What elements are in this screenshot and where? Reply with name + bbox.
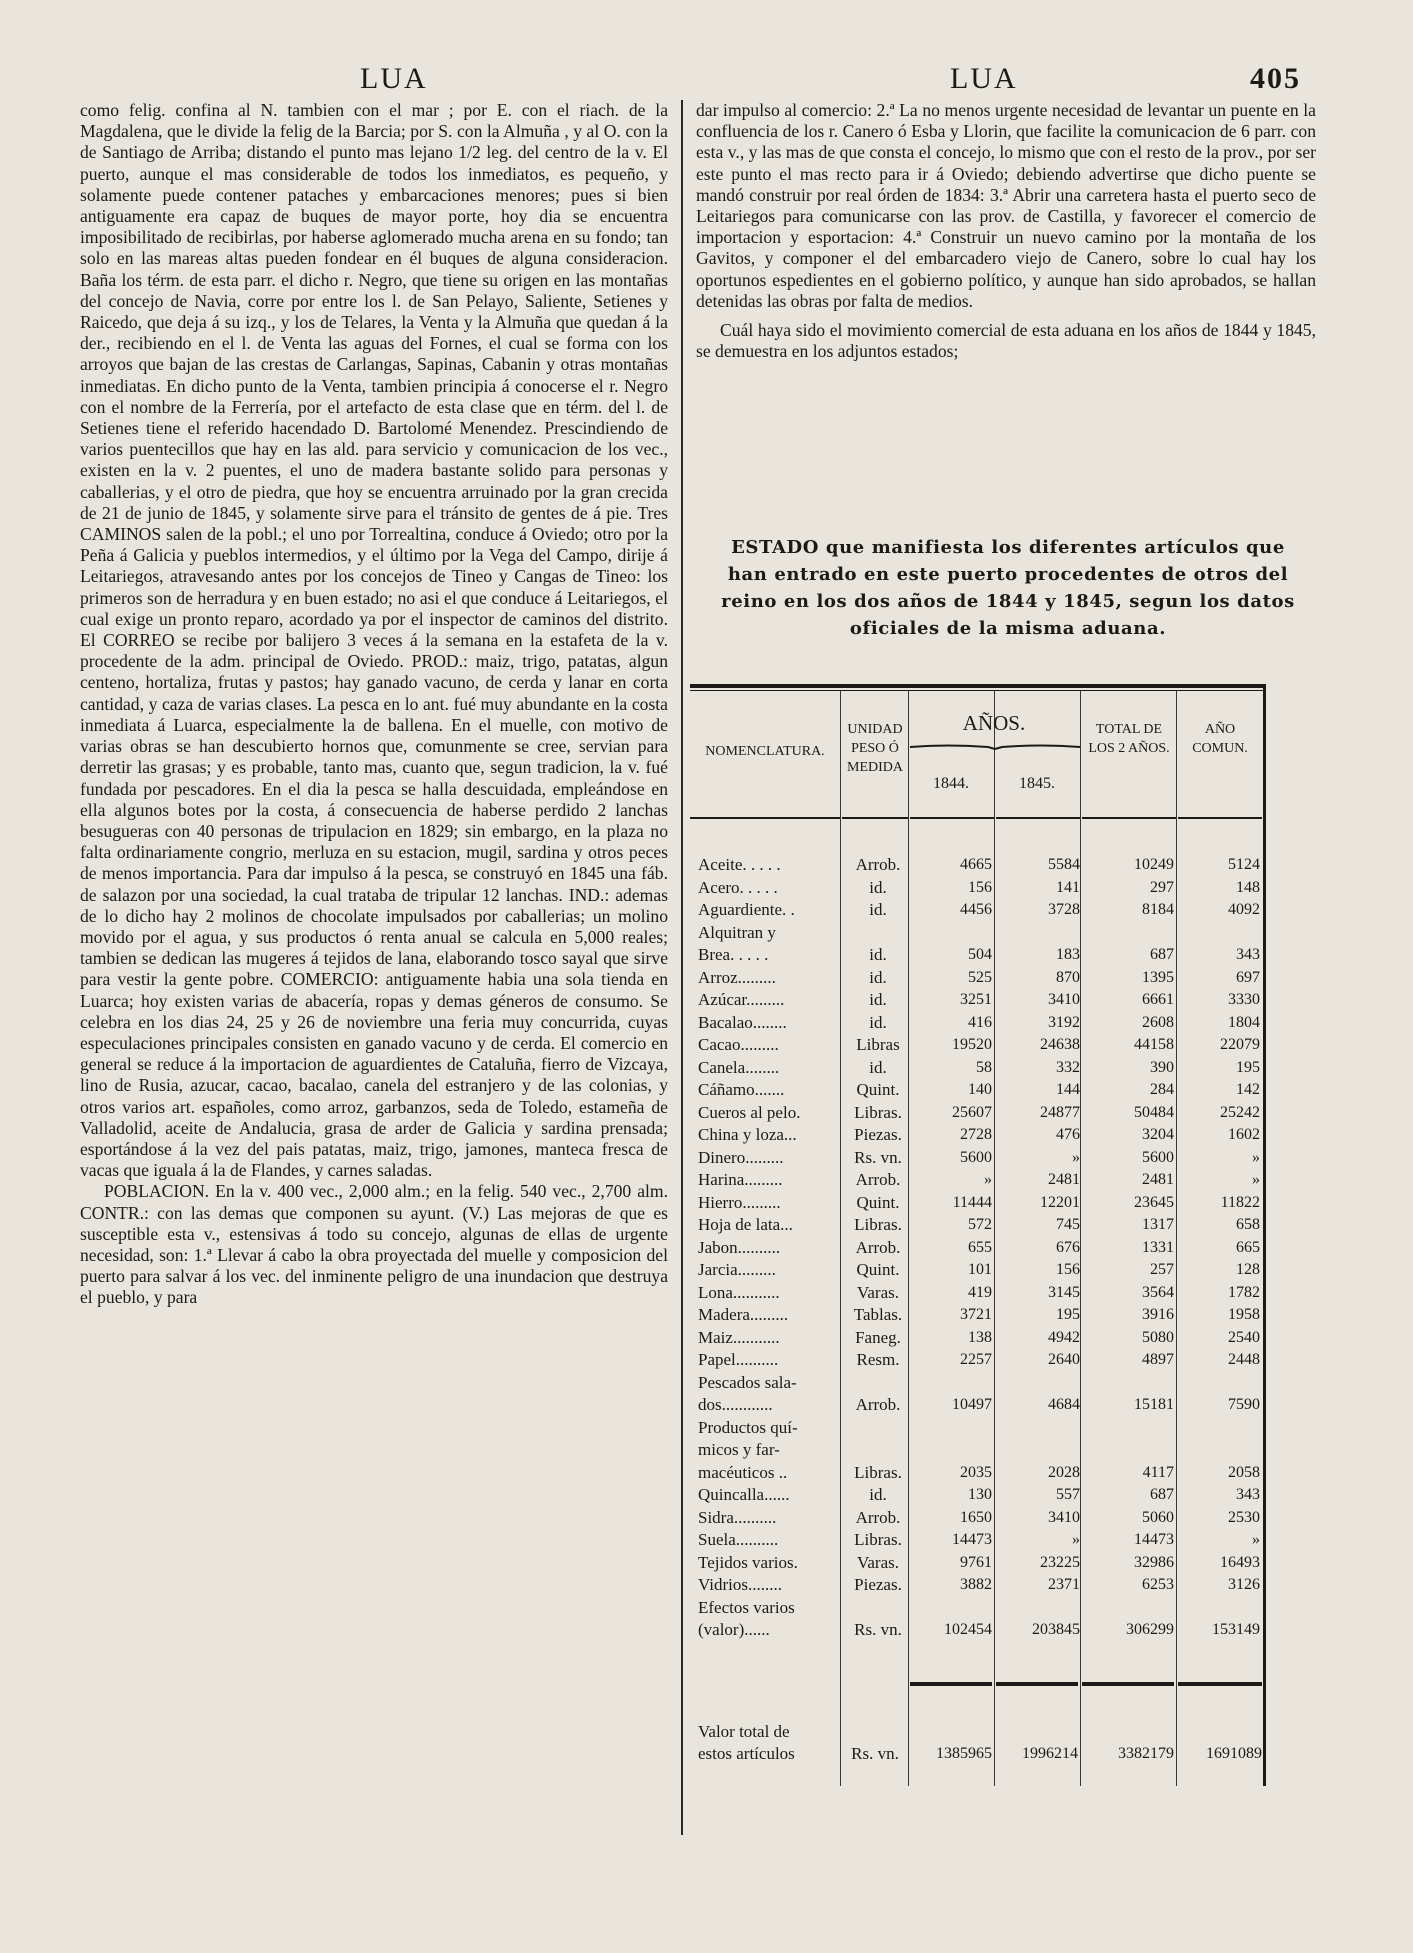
cell-ano-comun: 128 [1236, 1261, 1260, 1278]
cell-total: 4897 [1142, 1351, 1174, 1368]
cell-ano-comun: 1958 [1228, 1306, 1260, 1323]
table-row [690, 1304, 1266, 1327]
cell-1844: 2257 [960, 1351, 992, 1368]
header-ano-comun: AÑO COMUN. [1192, 722, 1248, 756]
sum-rule [1082, 1682, 1174, 1686]
cell-name: Hoja de lata... [698, 1215, 793, 1234]
sum-rule [996, 1682, 1078, 1686]
cell-total: 5600 [1142, 1148, 1174, 1166]
cell-name: Madera......... [698, 1305, 789, 1324]
cell-1845: 476 [1056, 1126, 1080, 1143]
cell-total: 50484 [1134, 1103, 1174, 1121]
header-total: TOTAL DE LOS 2 AÑOS. [1088, 722, 1170, 756]
cell-ano-comun: 195 [1236, 1058, 1260, 1076]
sum-rule [910, 1682, 992, 1686]
header-separator [996, 817, 1080, 819]
cell-1844: 25607 [952, 1103, 992, 1121]
cell-name: Quincalla...... [698, 1485, 790, 1504]
cell-name: Aguardiente. . [698, 900, 795, 919]
table-row [690, 1597, 1266, 1620]
cell-1845: 5584 [1048, 856, 1080, 873]
total-total: 3382179 [1118, 1745, 1174, 1762]
cell-unit: id. [869, 877, 887, 897]
cell-1844: 1650 [960, 1508, 992, 1526]
running-head-left: LUA [360, 62, 428, 95]
cell-unit: Libras [856, 1035, 900, 1054]
cell-name: Aceite. . . . . [698, 855, 781, 874]
cell-1844: 3251 [960, 991, 992, 1008]
cell-1845: 3192 [1048, 1013, 1080, 1031]
cell-total: 2608 [1142, 1013, 1174, 1031]
cell-1845: 195 [1056, 1306, 1080, 1323]
table-row [690, 922, 1266, 945]
cell-ano-comun: 148 [1236, 878, 1260, 896]
cell-unit: id. [869, 990, 887, 1009]
header-separator [1178, 817, 1262, 819]
table-row [690, 1574, 1266, 1597]
cell-unit: Arrob. [855, 1507, 901, 1527]
cell-1844: 419 [968, 1283, 992, 1301]
cell-1845: 4942 [1048, 1328, 1080, 1346]
cell-total: 15181 [1134, 1396, 1174, 1413]
cell-total: 257 [1150, 1261, 1174, 1278]
cell-1844: 2035 [960, 1463, 992, 1481]
cell-1845: 557 [1056, 1486, 1080, 1503]
cell-ano-comun: 3330 [1228, 991, 1260, 1008]
table-row [690, 1349, 1266, 1372]
cell-unit: Varas. [856, 1282, 899, 1302]
cell-1844: 504 [968, 946, 992, 963]
cell-total: 5080 [1142, 1328, 1174, 1346]
cell-total: 1331 [1142, 1238, 1174, 1256]
table-row [690, 1417, 1266, 1440]
cell-unit: Piezas. [854, 1575, 902, 1594]
cell-total: 4117 [1142, 1463, 1174, 1481]
cell-1845: 12201 [1040, 1193, 1080, 1211]
table-row [690, 1147, 1266, 1170]
table-row [690, 1034, 1266, 1057]
header-separator [690, 817, 840, 819]
cell-1845: 3410 [1048, 991, 1080, 1008]
table-row [690, 1169, 1266, 1192]
cell-total: 8184 [1142, 901, 1174, 918]
cell-1844: 130 [968, 1486, 992, 1503]
cell-1845: 203845 [1032, 1621, 1080, 1638]
cell-name: Harina......... [698, 1170, 783, 1189]
cell-1844: 11444 [952, 1193, 992, 1211]
cell-name: macéuticos .. [698, 1462, 788, 1482]
cell-ano-comun: 153149 [1212, 1621, 1260, 1638]
cell-name: Alquitran y [698, 922, 776, 942]
cell-1844: » [984, 1171, 992, 1188]
sum-rule [1178, 1682, 1262, 1686]
cell-name: micos y far- [698, 1440, 780, 1459]
cell-unit: Arrob. [855, 1237, 901, 1257]
cell-1845: 745 [1056, 1216, 1080, 1233]
header-separator [842, 817, 908, 819]
table-row [690, 944, 1266, 967]
cell-name: Cueros al pelo. [698, 1102, 801, 1122]
cell-unit: Libras. [854, 1462, 902, 1482]
cell-name: Tejidos varios. [698, 1552, 798, 1572]
left-column [80, 100, 668, 1309]
estado-title: ESTADO que manifiesta los diferentes artículos que han entrado en este puerto procedentes de otros del reino en los dos años de 1844 y 1845, segun los datos oficiales de la misma aduana. [721, 537, 1295, 639]
table-row [690, 1012, 1266, 1035]
cell-total: 297 [1150, 878, 1174, 896]
cell-unit: Libras. [854, 1215, 902, 1234]
cell-1845: 3728 [1048, 901, 1080, 918]
cell-total: 5060 [1142, 1508, 1174, 1526]
table-row [690, 1462, 1266, 1485]
cell-1845: 676 [1056, 1238, 1080, 1256]
cell-name: Papel.......... [698, 1350, 779, 1369]
cell-name: Brea. . . . . [698, 945, 769, 964]
total-unit: Rs. vn. [851, 1744, 899, 1763]
cell-1844: 4456 [960, 901, 992, 918]
table-row [690, 1529, 1266, 1552]
cell-unit: id. [869, 945, 887, 964]
table-row [690, 1102, 1266, 1125]
cell-unit: Quint. [856, 1260, 900, 1279]
cell-ano-comun: 343 [1236, 946, 1260, 963]
cell-ano-comun: 2448 [1228, 1351, 1260, 1368]
cell-total: 284 [1150, 1081, 1174, 1098]
cell-name: Cáñamo....... [698, 1080, 785, 1099]
table-row [690, 854, 1266, 877]
cell-1845: 24877 [1040, 1103, 1080, 1121]
table-row [690, 899, 1266, 922]
cell-unit: id. [869, 967, 887, 987]
cell-total: 306299 [1126, 1621, 1174, 1638]
cell-unit: Tablas. [853, 1305, 903, 1324]
cell-total: 1317 [1142, 1216, 1174, 1233]
header-1845: 1845. [1019, 775, 1055, 792]
cell-1844: 138 [968, 1328, 992, 1346]
cell-1845: 156 [1056, 1261, 1080, 1278]
cell-total: 44158 [1134, 1036, 1174, 1053]
cell-name: Suela.......... [698, 1530, 779, 1549]
table-row [690, 1484, 1266, 1507]
cell-1845: 183 [1056, 946, 1080, 963]
cell-name: Acero. . . . . [698, 877, 778, 897]
cell-1845: 4684 [1048, 1396, 1080, 1413]
cell-1844: 140 [968, 1081, 992, 1098]
column-divider [681, 100, 683, 1835]
cell-total: 687 [1150, 946, 1174, 963]
cell-1845: 2640 [1048, 1351, 1080, 1368]
cell-ano-comun: 5124 [1228, 856, 1260, 873]
brace-line [908, 744, 1082, 750]
total-comun: 1691089 [1206, 1745, 1262, 1762]
total-label-1: Valor total de [698, 1722, 790, 1741]
cell-ano-comun: 3126 [1228, 1576, 1260, 1593]
cell-name: Efectos varios [698, 1597, 795, 1617]
cell-name: Hierro......... [698, 1192, 781, 1212]
cell-total: 390 [1150, 1058, 1174, 1076]
cell-unit: Quint. [856, 1192, 900, 1212]
cell-name: Jarcia......... [698, 1260, 776, 1279]
cell-unit: Resm. [856, 1350, 900, 1369]
table-row [690, 1057, 1266, 1080]
cell-1844: 101 [968, 1261, 992, 1278]
cell-name: Jabon.......... [698, 1237, 781, 1257]
table-row [690, 877, 1266, 900]
page-number: 405 [1250, 62, 1301, 95]
table-row [690, 1237, 1266, 1260]
cell-1845: 144 [1056, 1081, 1080, 1098]
cell-1844: 102454 [944, 1621, 992, 1638]
table-row [690, 1439, 1266, 1462]
cell-1844: 14473 [952, 1531, 992, 1548]
cell-unit: id. [869, 900, 887, 919]
cell-total: 3204 [1142, 1126, 1174, 1143]
cell-total: 2481 [1142, 1171, 1174, 1188]
cell-ano-comun: 665 [1236, 1238, 1260, 1256]
cell-1845: 2371 [1048, 1576, 1080, 1593]
commerce-table [690, 684, 1266, 1786]
cell-total: 6661 [1142, 991, 1174, 1008]
cell-ano-comun: 11822 [1220, 1193, 1260, 1211]
left-paragraph-poblacion: POBLACION. En la v. 400 vec., 2,000 alm.; en la felig. 540 vec., 2,700 alm. CONTR.: con las demas que componen su ayunt. (V.) Las mejoras de que es susceptible esta v., estensivas á todo su concejo, algunas de ellas de urgente necesidad, son: 1.ª Llevar á cabo la obra proyectada del muelle y composicion del puerto para salvar á los vec. del inminente peligro de una inundacion que destruya el pueblo, y para [80, 1181, 668, 1308]
cell-unit: Libras. [854, 1530, 902, 1549]
cell-unit: Arrob. [855, 1170, 901, 1189]
cell-total: 32986 [1134, 1553, 1174, 1571]
cell-1844: 58 [976, 1058, 992, 1076]
cell-ano-comun: » [1252, 1148, 1260, 1166]
cell-total: 6253 [1142, 1576, 1174, 1593]
cell-1845: » [1072, 1531, 1080, 1548]
cell-ano-comun: » [1252, 1531, 1260, 1548]
cell-name: China y loza... [698, 1125, 797, 1144]
cell-1845: 2481 [1048, 1171, 1080, 1188]
cell-1844: 3721 [960, 1306, 992, 1323]
cell-name: dos............ [698, 1395, 773, 1414]
header-1844: 1844. [933, 775, 969, 792]
cell-1844: 3882 [960, 1576, 992, 1593]
cell-1844: 655 [968, 1238, 992, 1256]
cell-total: 10249 [1134, 856, 1174, 873]
cell-ano-comun: 697 [1236, 968, 1260, 986]
table-row [690, 1619, 1266, 1642]
cell-1845: 870 [1056, 968, 1080, 986]
cell-unit: Varas. [856, 1552, 899, 1572]
table-row [690, 1192, 1266, 1215]
header-anos: AÑOS. [962, 711, 1026, 735]
cell-ano-comun: 2530 [1228, 1508, 1260, 1526]
right-paragraph-2: Cuál haya sido el movimiento comercial de esta aduana en los años de 1844 y 1845, se demuestra en los adjuntos estados; [696, 320, 1316, 362]
table-row [690, 1394, 1266, 1417]
cell-ano-comun: 16493 [1220, 1553, 1260, 1571]
cell-ano-comun: 343 [1236, 1486, 1260, 1503]
table-body [690, 854, 1266, 1642]
cell-name: Arroz......... [698, 967, 776, 987]
cell-1844: 2728 [960, 1126, 992, 1143]
cell-unit: Rs. vn. [854, 1620, 902, 1639]
cell-unit: id. [869, 1057, 887, 1077]
table-row [690, 1079, 1266, 1102]
cell-ano-comun: 142 [1236, 1081, 1260, 1098]
cell-ano-comun: 2540 [1228, 1328, 1260, 1346]
cell-ano-comun: 22079 [1220, 1036, 1260, 1053]
cell-unit: Arrob. [855, 1395, 901, 1414]
cell-1844: 5600 [960, 1148, 992, 1166]
cell-name: Vidrios........ [698, 1575, 782, 1594]
cell-total: 687 [1150, 1486, 1174, 1503]
cell-ano-comun: 25242 [1220, 1103, 1260, 1121]
cell-name: Lona........... [698, 1282, 780, 1302]
table-row [690, 1552, 1266, 1575]
cell-1844: 525 [968, 968, 992, 986]
cell-total: 3564 [1142, 1283, 1174, 1301]
cell-1844: 416 [968, 1013, 992, 1031]
header-unidad: UNIDAD PESO Ó MEDIDA [847, 722, 903, 775]
running-head-right: LUA [950, 62, 1018, 95]
cell-unit: Faneg. [855, 1327, 901, 1347]
cell-1845: » [1072, 1148, 1080, 1166]
header-separator [910, 817, 994, 819]
cell-ano-comun: 4092 [1228, 901, 1260, 918]
cell-ano-comun: 1782 [1228, 1283, 1260, 1301]
cell-1845: 24638 [1040, 1036, 1080, 1053]
cell-1845: 23225 [1040, 1553, 1080, 1571]
cell-name: Productos quí- [698, 1417, 798, 1437]
cell-unit: Libras. [854, 1102, 902, 1122]
cell-name: (valor)...... [698, 1620, 770, 1639]
table-row [690, 1282, 1266, 1305]
cell-unit: Rs. vn. [854, 1147, 902, 1167]
cell-ano-comun: 1804 [1228, 1013, 1260, 1031]
cell-1845: 141 [1056, 878, 1080, 896]
cell-ano-comun: 7590 [1228, 1396, 1260, 1413]
header-separator [1082, 817, 1176, 819]
cell-name: Maiz........... [698, 1327, 780, 1347]
cell-1844: 4665 [960, 856, 992, 873]
cell-ano-comun: » [1252, 1171, 1260, 1188]
table-row [690, 967, 1266, 990]
table-row [690, 1124, 1266, 1147]
total-1845: 1996214 [1022, 1745, 1078, 1762]
cell-name: Pescados sala- [698, 1372, 797, 1392]
right-column [696, 100, 1316, 362]
table-row [690, 1259, 1266, 1282]
cell-name: Sidra.......... [698, 1507, 777, 1527]
total-1844: 1385965 [936, 1745, 992, 1762]
cell-1844: 572 [968, 1216, 992, 1233]
table-row [690, 1372, 1266, 1395]
right-paragraph-1: dar impulso al comercio: 2.ª La no menos urgente necesidad de levantar un puente en la confluencia de los r. Canero ó Esba y Llorin, que facilite la comunicacion de 6 parr. con esta v., y las mas de que consta el concejo, lo mismo que con el resto de la prov., por ser este punto el mas recto para ir á Oviedo; debiendo advertirse que dicho puente se mandó construir por real órden de 1834: 3.ª Abrir una carretera hasta el puerto seco de Leitariegos para comunicarse con las prov. de Castilla, y favorecer el comercio de importacion y esportacion: 4.ª Construir un nuevo camino por la montaña de los Gavitos, y componer el del embarcadero viejo de Canero, sobre lo cual hay los oportunos espedientes en el gobierno político, y aunque han sido aprobados, se hallan detenidas las obras por falta de medios. [696, 100, 1316, 311]
cell-ano-comun: 1602 [1228, 1126, 1260, 1143]
cell-total: 14473 [1134, 1531, 1174, 1548]
header-nomenclatura: NOMENCLATURA. [705, 744, 825, 759]
cell-unit: id. [869, 1012, 887, 1032]
cell-1844: 19520 [952, 1036, 992, 1053]
cell-name: Cacao......... [698, 1035, 779, 1054]
table-row [690, 989, 1266, 1012]
cell-unit: id. [869, 1485, 887, 1504]
cell-ano-comun: 2058 [1228, 1463, 1260, 1481]
table-row [690, 1507, 1266, 1530]
cell-1845: 3145 [1048, 1283, 1080, 1301]
cell-name: Dinero......... [698, 1147, 784, 1167]
cell-name: Azúcar......... [698, 990, 785, 1009]
cell-1844: 9761 [960, 1553, 992, 1571]
cell-unit: Arrob. [855, 855, 901, 874]
cell-1845: 2028 [1048, 1463, 1080, 1481]
table-top-rule [690, 684, 1266, 688]
table-row [690, 1327, 1266, 1350]
cell-1845: 332 [1056, 1058, 1080, 1076]
cell-1844: 10497 [952, 1396, 992, 1413]
cell-total: 3916 [1142, 1306, 1174, 1323]
left-paragraph-1: como felig. confina al N. tambien con el mar ; por E. con el riach. de la Magdalena, que le divide la felig de la Barcia; por S. con la Almuña , y al O. con la de Santiago de Arriba; distando el punto mas lejano 1/2 leg. del centro de la v. El puerto, aunque el mas considerable de todos los inmediatos, es pequeño, y solamente puede contener pataches y embarcaciones menores; pues si bien antiguamente era capaz de buques de mayor porte, hoy dia se encuentra imposibilitado de recibirlas, por haberse aglomerado mucha arena en su fondo; tan solo en las mareas altas pueden fondear en él buques de alguna consideracion. Baña los térm. de esta parr. el dicho r. Negro, que tiene su origen en las montañas del concejo de Navia, corre por entre los l. de San Pelayo, Saliente, Setienes y Raicedo, que deja á su izq., y los de Telares, la Venta y la Almuña que quedan á la der., recibiendo en el l. de Venta las aguas del Fornes, el cual se forma con los arroyos que bajan de las crestas de Carlangas, Sapinas, Cabanin y otras montañas inmediatas. En dicho punto de la Venta, tambien principia á conocerse el r. Negro con el nombre de la Ferrería, por el artefacto de esta clase que en térm. del l. de Setienes tiene el referido hacendado D. Bartolomé Menendez. Prescindiendo de varios puentecillos que hay en las ald. para servicio y comunicacion de los vec., existen en la v. 2 puentes, el uno de madera bastante solido para personas y caballerias, y el otro de piedra, que hoy se encuentra arruinado por la gran crecida de 21 de junio de 1845, y solamente sirve para el tránsito de gentes de á pie. Tres CAMINOS salen de la pobl.; el uno por Torrealtina, conduce á Oviedo; otro por la Peña á Galicia y pueblos intermedios, y el último por la Vega del Campo, dirije á Leitariegos, atravesando antes por los concejos de Tineo y Cangas de Tineo: los primeros son de herradura y en buen estado; no asi el que conduce á Leitariegos, el cual exige un pronto reparo, acordado ya por el inspector de caminos del distrito. El CORREO se recibe por balijero 3 veces á la semana en la estafeta de la v. procedente de la adm. principal de Oviedo. PROD.: maiz, trigo, patatas, algun centeno, hortaliza, frutas y pastos; hay ganado vacuno, de cerda y lanar en corta cantidad, y caza de varias clases. La pesca en lo ant. fué muy abundante en la costa inmediata á Luarca, especialmente la de ballena. En el muelle, con motivo de varias obras se han descubierto hornos que, comunmente se cree, servian para derretir las grasas; y es probable, tanto mas, cuanto que, segun tradicion, la v. fué fundada por pescadores. En el dia la pesca se halla descuidada, empleándose en ella algunos botes por la costa, á consecuencia de haberse perdido 2 lanchas besugueras con 40 personas de tripulacion en 1829; sin embargo, en la plaza no falta ordinariamente congrio, merluza en su estacion, mugil, sardina y otros peces de menos importancia. Para dar impulso á la pesca, se construyó en 1845 una fáb. de salazon por una sociedad, la cual trataba de tripular 12 lanchas. IND.: ademas de lo dicho hay 2 molinos de chocolate impulsados por caballerias; un molino movido por el agua, y sus productos ó renta anual se calcula en 5,000 reales; tambien se dedican las mugeres á tejidos de lana, elaborando tosco sayal que sirve para vestir la gente pobre. COMERCIO: antiguamente habia una sola tienda en Luarca; hoy existen varias de abacería, ropas y demas géneros de consumo. Se celebra en los dias 24, 25 y 26 de noviembre una feria muy concurrida, cuyas especulaciones principales consisten en ganado vacuno y de cerda. El comercio en general se reduce á la importacion de aguardientes de Cataluña, fierro de Vizcaya, lino de Rusia, azucar, cacao, bacalao, canela del estranjero y de las colonias, y otros varios art. españoles, como arroz, garbanzos, seda de Toledo, estameña de Valladolid, aceite de Andalucia, grasa de arder de Galicia y sardina prensada; esportándose á la vez del pais patatas, maiz, trigo, jamones, manteca fresca de vacas que iguala á la de Flandes, y carnes saladas. [80, 100, 668, 1181]
total-label-2: estos artículos [698, 1744, 795, 1763]
cell-ano-comun: 658 [1236, 1216, 1260, 1233]
table-top-rule-thin [690, 690, 1266, 691]
cell-1844: 156 [968, 878, 992, 896]
cell-name: Canela........ [698, 1057, 780, 1077]
cell-name: Bacalao........ [698, 1012, 787, 1032]
cell-unit: Piezas. [854, 1125, 902, 1144]
cell-total: 1395 [1142, 968, 1174, 986]
cell-1845: 3410 [1048, 1508, 1080, 1526]
cell-unit: Quint. [856, 1080, 900, 1099]
table-row [690, 1214, 1266, 1237]
cell-total: 23645 [1134, 1193, 1174, 1211]
